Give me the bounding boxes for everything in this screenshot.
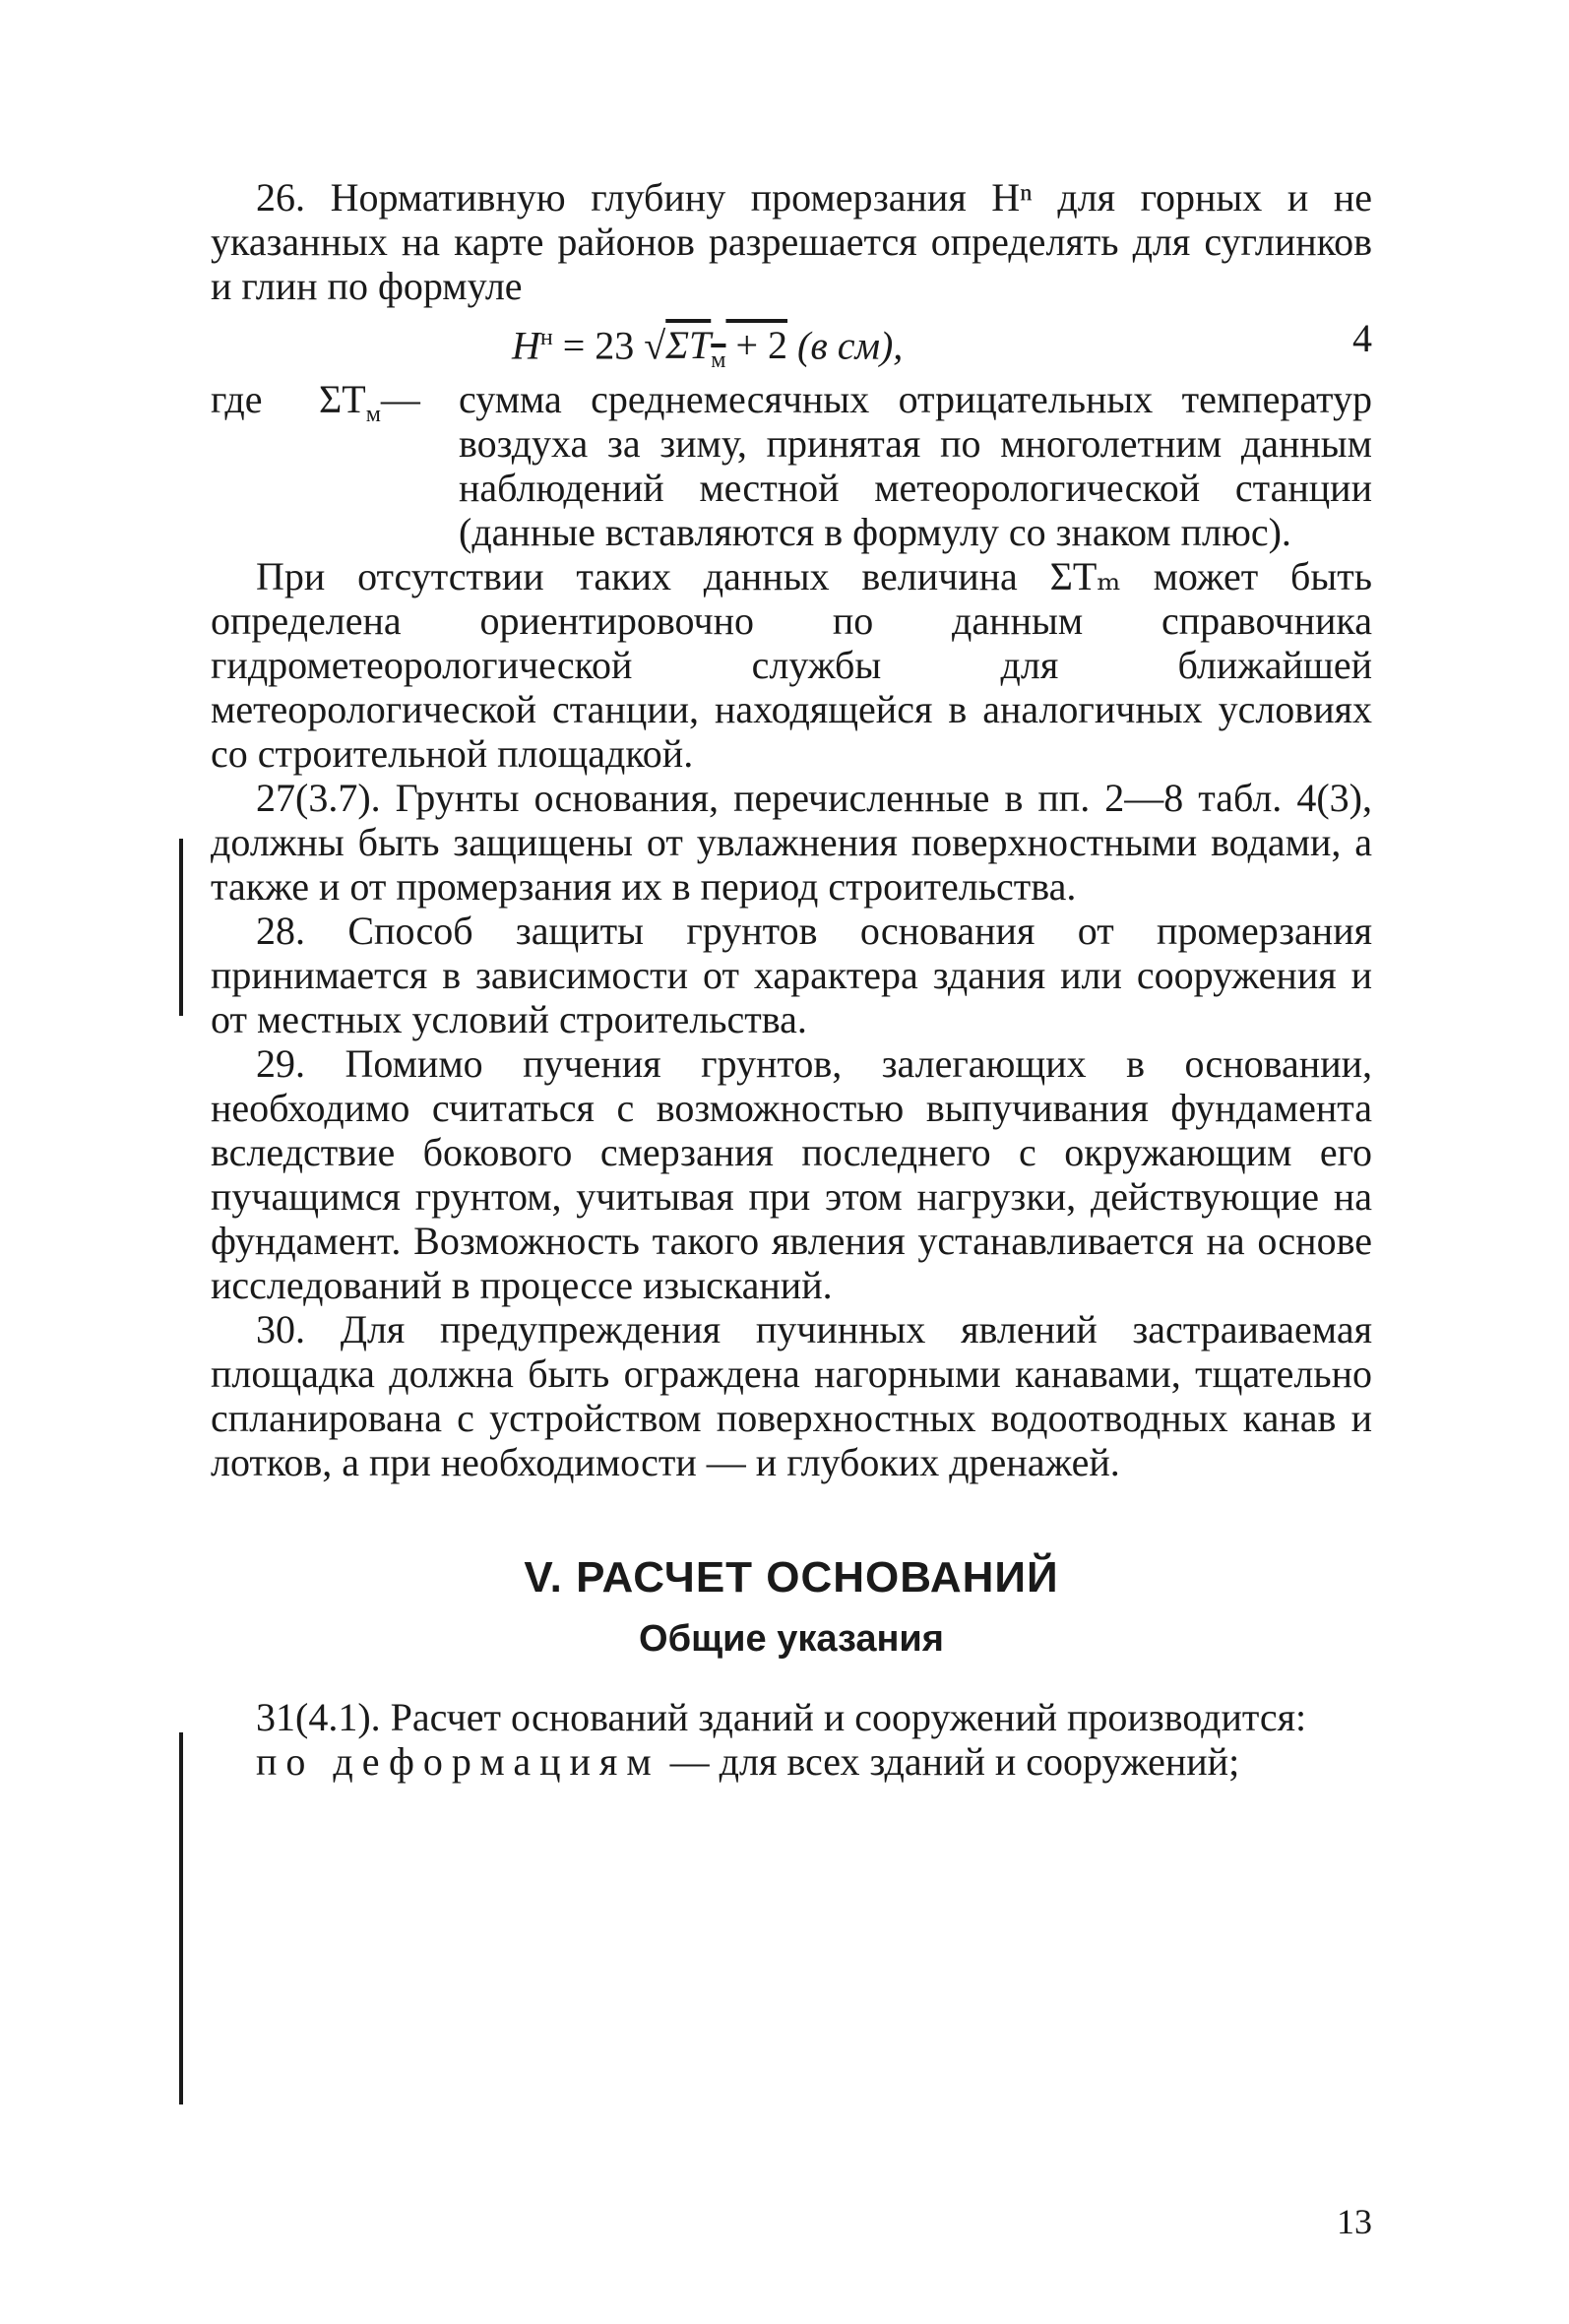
item1-spaced-term: по деформациям	[256, 1739, 660, 1784]
paragraph-28: 28. Способ защиты грунтов основания от промерзания принимается в зависимости от характера здания или сооружения и от местных условий строительства.	[211, 909, 1372, 1041]
text-column	[211, 175, 1372, 1784]
item1-rest: — для всех зданий и сооружений;	[659, 1739, 1240, 1784]
formula-row	[211, 314, 1372, 377]
definition-where: где	[211, 377, 263, 421]
formula-root-body: ΣT	[665, 323, 712, 368]
definition-symbol-sub: м	[365, 402, 381, 427]
formula-lhs: Н	[512, 323, 540, 368]
formula-lhs-sup: н	[539, 325, 553, 350]
formula-root-overline	[665, 323, 788, 374]
formula-unit: (в см),	[787, 323, 904, 368]
paragraph-absence: При отсутствии таких данных величина ΣТₘ может быть определена ориентировочно по данным справочника гидрометеорологической службы для ближайшей метеорологической станции, находящейся в аналогичных условиях со строительной площадкой.	[211, 554, 1372, 776]
section-subtitle: Общие указания	[639, 1618, 944, 1660]
paragraph-27: 27(3.7). Грунты основания, перечисленные в пп. 2—8 табл. 4(3), должны быть защищены от увлажнения поверхностными водами, а также и от промерзания их в период строительства.	[211, 776, 1372, 909]
revision-bar-section-v	[179, 1732, 183, 2104]
page-number: 13	[1337, 2202, 1372, 2241]
formula-root-tail: + 2	[725, 323, 788, 368]
formula-root-sign: √	[644, 323, 666, 368]
paragraph-29: 29. Помимо пучения грунтов, залегающих в основании, необходимо считаться с возможностью выпучивания фундамента вследствие бокового смерзания последнего с окружающим его пучащимся грунтом, учитывая при этом нагрузки, действующие на фундамент. Возможность такого явления устанавливается на основе исследований в процессе изысканий.	[211, 1041, 1372, 1307]
paragraph-31-intro: 31(4.1). Расчет оснований зданий и сооружений производится:	[256, 1695, 1307, 1739]
formula-root-sub: м	[711, 347, 726, 374]
definition-dash: —	[380, 377, 420, 421]
paragraph-31-item1	[211, 1739, 1372, 1784]
paragraph-30: 30. Для предупреждения пучинных явлений застраиваемая площадка должна быть ограждена нагорными канавами, тщательно спланирована с устройством поверхностных водоотводных канав и лотков, а при необходимости — и глубоких дренажей.	[211, 1307, 1372, 1484]
paragraph-26: 26. Нормативную глубину промерзания Нⁿ для горных и не указанных на карте районов разрешается определять для суглинков и глин по формуле	[211, 175, 1372, 308]
section-title: V. РАСЧЕТ ОСНОВАНИЙ	[524, 1553, 1059, 1602]
definition-symbol-main: ΣТ	[319, 377, 366, 421]
formula-eq: = 23	[552, 323, 645, 368]
formula-number: 4	[1352, 316, 1372, 360]
formula-frost-depth	[512, 316, 903, 383]
revision-bar-p27	[179, 839, 183, 1016]
formula-definition	[211, 377, 1372, 554]
definition-symbol	[319, 377, 420, 437]
definition-text: сумма среднемесячных отрицательных температур воздуха за зиму, принятая по многолетним данным наблюдений местной метеорологической станции (данные вставляются в формулу со знаком плюс).	[459, 377, 1372, 554]
